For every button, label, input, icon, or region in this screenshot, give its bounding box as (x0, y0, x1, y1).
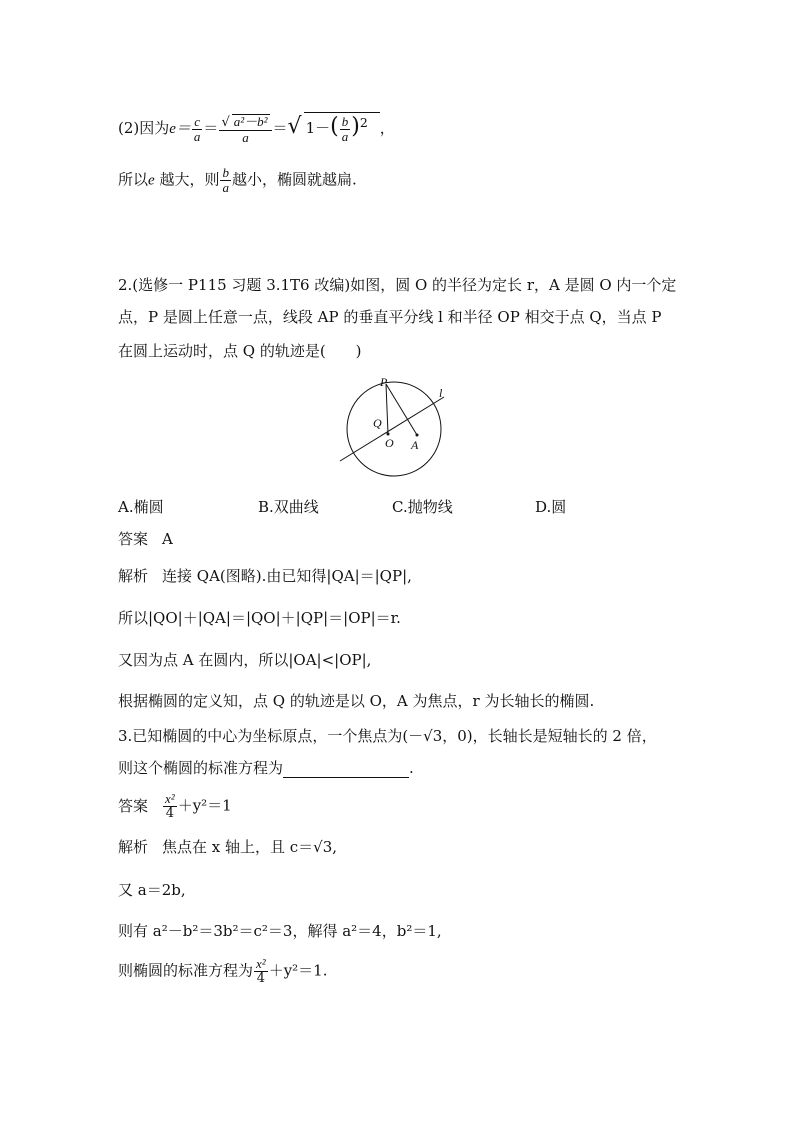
exponent: 2 (359, 115, 368, 130)
analysis4-pre: 则椭圆的标准方程为 (118, 961, 254, 980)
option-c: C.抛物线 (392, 498, 453, 516)
answer-blank (283, 763, 409, 778)
answer-value: A (162, 530, 173, 548)
q3-period: . (409, 759, 414, 777)
b-over-a-small (220, 166, 231, 195)
option-d: D.圆 (535, 498, 567, 516)
q3-line2 (118, 758, 414, 778)
answer-label: 答案 (118, 530, 149, 548)
frac-den-3: a (341, 128, 349, 144)
frac-den: a (193, 128, 201, 144)
label-l: l (439, 386, 443, 400)
frac-num: c (192, 115, 203, 130)
q3-line2-text: 则这个椭圆的标准方程为 (118, 759, 284, 777)
q1-prefix: (2)因为 (118, 119, 170, 137)
perpendicular-bisector-l (340, 397, 444, 461)
paren-open: ( (330, 114, 339, 139)
x2-over-4 (163, 792, 177, 821)
frac-den-4b: 4 (256, 971, 265, 986)
q1-comma: ， (379, 119, 395, 137)
option-b: B.双曲线 (258, 498, 319, 516)
sqrt-over-a (219, 114, 271, 145)
answer-label-3: 答案 (118, 796, 149, 815)
c-over-a (192, 115, 203, 144)
e-symbol: e＝ (169, 121, 191, 137)
q2-analysis2: 所以|QO|＋|QA|＝|QO|＋|QP|＝|OP|＝r. (118, 609, 401, 627)
q1-part2-conclusion (118, 166, 357, 195)
frac-num-sqrt: √ a²－b² (219, 114, 271, 131)
frac-den-a2: a (222, 180, 229, 195)
q2-line1: 2.(选修一 P115 习题 3.1T6 改编)如图，圆 O 的半径为定长 r，A 是圆 O 内一个定 (118, 276, 677, 294)
analysis-label: 解析 (118, 567, 149, 585)
frac-num-b2: b (222, 165, 229, 180)
q2-answer (118, 529, 173, 549)
q2-analysis1 (118, 566, 412, 586)
analysis-text-3: 焦点在 x 轴上，且 c＝√3, (162, 838, 338, 856)
q3-answer (118, 792, 232, 821)
sqrt-one-minus: √ (287, 114, 302, 139)
frac-num-x2b: x² (256, 956, 266, 971)
x2-over-4-b (254, 957, 268, 986)
label-p: P (380, 375, 388, 389)
analysis4-tail: ＋y²＝1. (268, 961, 328, 980)
sqrt-body (304, 112, 380, 144)
q2-analysis3: 又因为点 A 在圆内，所以|OA|<|OP|, (118, 651, 372, 669)
q2-analysis4: 根据椭圆的定义知，点 Q 的轨迹是以 O，A 为焦点，r 为长轴长的椭圆. (118, 692, 595, 710)
circle-figure (335, 375, 475, 485)
analysis-text: 连接 QA(图略).由已知得|QA|＝|QP|, (162, 567, 412, 585)
q2-line3: 在圆上运动时，点 Q 的轨迹是( ) (118, 342, 362, 360)
answer-tail: ＋y²＝1 (177, 796, 232, 815)
q3-analysis3: 则有 a²－b²＝3b²＝c²＝3，解得 a²＝4，b²＝1, (118, 922, 442, 940)
frac-num-x2: x² (165, 791, 175, 806)
frac-den-2: a (242, 129, 249, 145)
one-minus: 1－ (305, 119, 331, 137)
q3-analysis1 (118, 837, 337, 857)
option-a: A.椭圆 (118, 498, 164, 516)
sqrt-content: a²－b² (233, 113, 268, 129)
label-a: A (411, 438, 419, 452)
q2-line2: 点，P 是圆上任意一点，线段 AP 的垂直平分线 l 和半径 OP 相交于点 Q，当点 P (118, 308, 662, 326)
point-a (416, 434, 419, 437)
q1-part2-equation: (2)因为e＝ $\frac{c}{a}$ ＝ $\frac{\text{√ a²－b²}}{a}$ ＝√ 1－( $\frac{b}{a}$ )$^2$ ， (118, 113, 395, 145)
circle-o (347, 382, 441, 476)
frac-num-b: b (341, 113, 349, 129)
b-over-a (340, 115, 351, 144)
q3-line1: 3.已知椭圆的中心为坐标原点，一个焦点为(－√3，0)，长轴长是短轴长的 2 倍， (118, 727, 657, 745)
q3-analysis2: 又 a＝2b, (118, 881, 186, 899)
q3-analysis4 (118, 957, 328, 986)
label-q: Q (373, 416, 382, 430)
conclusion-a: 所以 (118, 170, 149, 189)
conclusion-b: 越大，则 (154, 170, 220, 189)
frac-den-4: 4 (165, 806, 174, 821)
conclusion-c: 越小，椭圆就越扁. (231, 170, 357, 189)
analysis-label-3: 解析 (118, 838, 149, 856)
segment-op (386, 384, 388, 434)
segment-ap (386, 384, 417, 435)
label-o: O (385, 436, 394, 450)
e-var: e (148, 172, 155, 189)
paren-close: ) (351, 114, 360, 139)
